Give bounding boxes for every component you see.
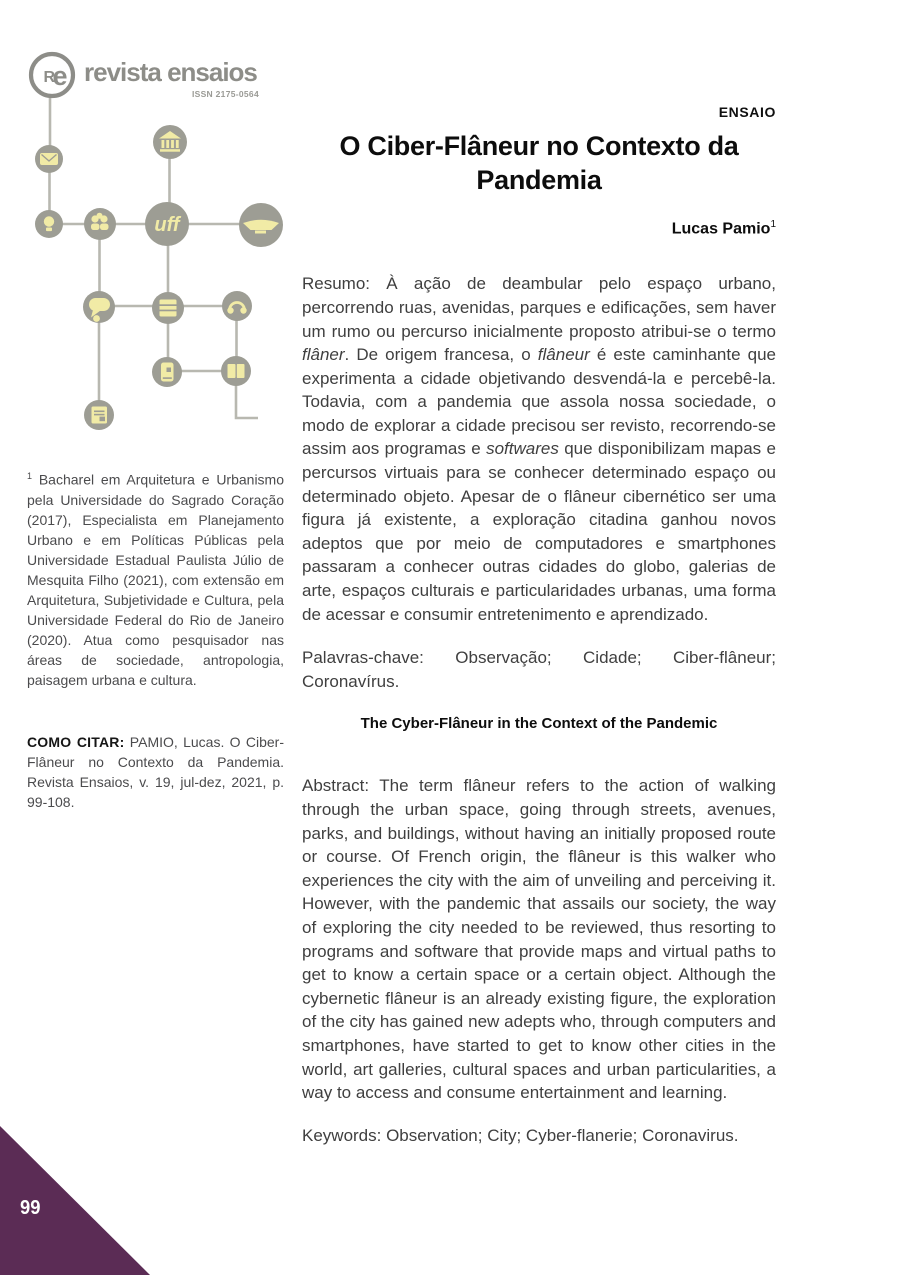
article-title: O Ciber-Flâneur no Contexto da Pandemia bbox=[339, 131, 739, 195]
newspaper-icon bbox=[160, 300, 177, 317]
network-nodes bbox=[35, 125, 283, 430]
document-card-icon bbox=[92, 407, 108, 424]
resumo-paragraph: Resumo: À ação de deambular pelo espaço urbano, percorrendo ruas, avenidas, parques e edificações, sem haver um rumo ou percurso inicialmente proposto atribui-se o termo flâner. De origem francesa, o flâneur é este caminhante que experimenta a cidade objetivando desvendá-la e percebê-la. Todavia, com a pandemia que assola nossa sociedade, o modo de explorar a cidade precisou ser revisto, recorrendo-se assim aos programas e softwares que disponibilizam mapas e percursos virtuais para se conhecer determinado espaço ou determinado objeto. Apesar de o flâneur cibernético ser uma figura já existente, a exploração citadina ganhou novos adeptos que por meio de computadores e smartphones passaram a conhecer outras cidades do globo, galerias de arte, espaços culturais e particularidades urbanas, uma forma de acessar e consumir entretenimento e aprendizado. bbox=[302, 274, 777, 624]
author-name-text: Lucas Pamio bbox=[671, 220, 771, 238]
open-book-icon bbox=[228, 364, 245, 379]
uff-logo-icon: uff bbox=[154, 214, 180, 236]
monogram-letter-e: e bbox=[52, 61, 68, 91]
sidebar bbox=[27, 466, 284, 812]
author-name bbox=[302, 219, 776, 238]
monogram-letter-r: R bbox=[43, 69, 56, 86]
footnote-reference-number: 1 bbox=[27, 471, 33, 481]
how-to-cite-text: PAMIO, Lucas. O Ciber-Flâneur no Contexto da Pandemia. Revista Ensaios, v. 19, jul-dez, 2021, p. 99-108. bbox=[27, 733, 285, 810]
footnote-text: Bacharel em Arquitetura e Urbanismo pela Universidade do Sagrado Coração (2017), Especialista em Planejamento Urbano e em Políticas Públicas pela Universidade Estadual Paulista Júlio de Mesquita Filho (2021), com extensão em Arquitetura, Subjetividade e Cultura, pela Universidade Federal do Rio de Janeiro (2020). Atua como pesquisador nas áreas de sociedade, antropologia, paisagem urbana e cultura. bbox=[27, 471, 285, 688]
how-to-cite bbox=[27, 732, 284, 812]
author-note-reference: 1 bbox=[770, 219, 776, 230]
how-to-cite-label: COMO CITAR: bbox=[27, 733, 125, 750]
english-title: The Cyber-Flâneur in the Context of the Pandemic bbox=[360, 715, 718, 733]
palavras-chave: Palavras-chave: Observação; Cidade; Ciber-flâneur; Coronavírus. bbox=[302, 648, 776, 691]
journal-wordmark: revista ensaios bbox=[84, 57, 257, 87]
issn-label: ISSN 2175-0564 bbox=[191, 89, 259, 99]
page-number: 99 bbox=[20, 1197, 41, 1219]
abstract-paragraph: Abstract: The term flâneur refers to the action of walking through the urban space, going through streets, avenues, parks, and buildings, without having an initially proposed route or course. Of French origin, the flâneur is this walker who experiences the city with the aim of unveiling and perceiving it. However, with the pandemic that assails our society, the way of exploring the city needed to be reviewed, thus resorting to programs and software that provide maps and virtual paths to get to know a certain space or a certain object. Although the cybernetic flâneur is an already existing figure, the exploration of the city has gained new adepts who, through computers and smartphones, have started to get to know other cities in the world, art galleries, cultural spaces and urban particularities, a way to access and consume entertainment and learning. bbox=[302, 776, 776, 1103]
keywords: Keywords: Observation; City; Cyber-flanerie; Coronavirus. bbox=[302, 1125, 739, 1145]
envelope-icon bbox=[40, 153, 58, 165]
section-kicker: ENSAIO bbox=[718, 104, 776, 120]
smartphone-icon bbox=[161, 363, 174, 382]
author-footnote bbox=[27, 466, 284, 690]
article-column bbox=[302, 104, 776, 1147]
re-monogram bbox=[31, 54, 73, 96]
